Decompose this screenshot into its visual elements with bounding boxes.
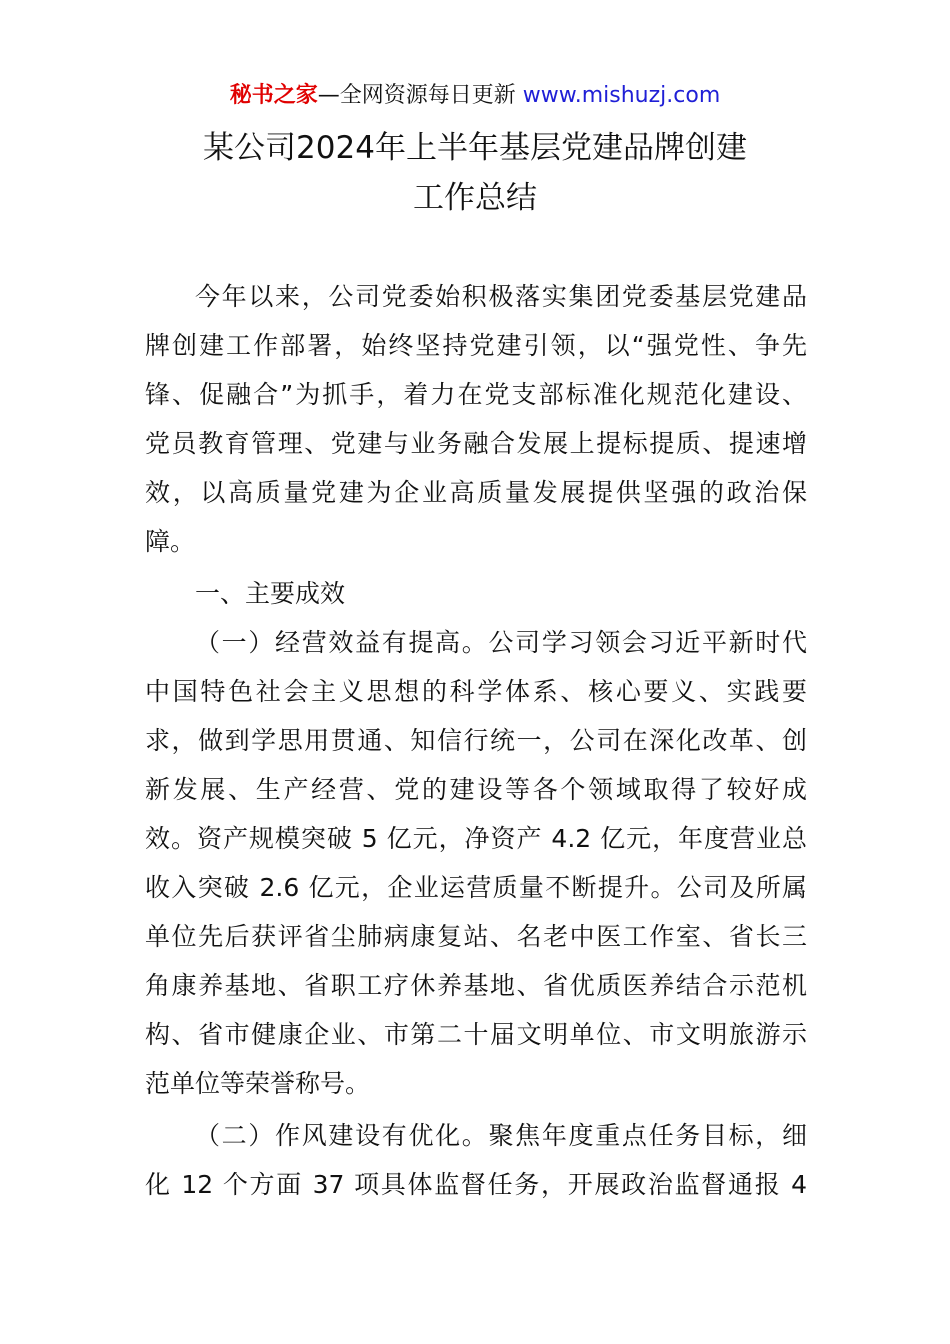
paragraph-line: 锋、促融合”为抓手，着力在党支部标准化规范化建设、 bbox=[145, 380, 807, 409]
site-link[interactable]: www.mishuzj.com bbox=[522, 83, 721, 108]
brand-name: 秘书之家 bbox=[229, 83, 318, 108]
paragraph-line: 求，做到学思用贯通、知信行统一，公司在深化改革、创 bbox=[145, 726, 807, 755]
paragraph-line: 今年以来，公司党委始积极落实集团党委基层党建品 bbox=[195, 282, 807, 311]
paragraph-line: 角康养基地、省职工疗休养基地、省优质医养结合示范机 bbox=[145, 971, 807, 1000]
document-title-line-2: 工作总结 bbox=[413, 180, 537, 216]
paragraph-line: 新发展、生产经营、党的建设等各个领域取得了较好成 bbox=[145, 775, 807, 804]
paragraph-line: （二）作风建设有优化。聚焦年度重点任务目标，细 bbox=[195, 1121, 807, 1150]
header-tagline: —全网资源每日更新 bbox=[317, 83, 523, 108]
document-title-line-1: 某公司2024年上半年基层党建品牌创建 bbox=[203, 130, 747, 166]
section-heading: 一、主要成效 bbox=[195, 579, 346, 608]
paragraph-line: 效。资产规模突破 5 亿元，净资产 4.2 亿元，年度营业总 bbox=[145, 824, 807, 853]
paragraph-line: 单位先后获评省尘肺病康复站、名老中医工作室、省长三 bbox=[145, 922, 807, 951]
paragraph-line: 中国特色社会主义思想的科学体系、核心要义、实践要 bbox=[145, 677, 807, 706]
paragraph-line: 牌创建工作部署，始终坚持党建引领，以“强党性、争先 bbox=[145, 331, 807, 360]
paragraph-line: （一）经营效益有提高。公司学习领会习近平新时代 bbox=[195, 628, 807, 657]
paragraph-line: 障。 bbox=[145, 527, 196, 556]
site-header bbox=[0, 80, 950, 112]
paragraph-line: 效，以高质量党建为企业高质量发展提供坚强的政治保 bbox=[145, 478, 807, 507]
paragraph-line: 化 12 个方面 37 项具体监督任务，开展政治监督通报 4 bbox=[145, 1170, 807, 1199]
paragraph-line: 构、省市健康企业、市第二十届文明单位、市文明旅游示 bbox=[145, 1020, 807, 1049]
paragraph-line: 范单位等荣誉称号。 bbox=[145, 1069, 371, 1098]
paragraph-line: 收入突破 2.6 亿元，企业运营质量不断提升。公司及所属 bbox=[145, 873, 807, 902]
paragraph-line: 党员教育管理、党建与业务融合发展上提标提质、提速增 bbox=[145, 429, 807, 458]
